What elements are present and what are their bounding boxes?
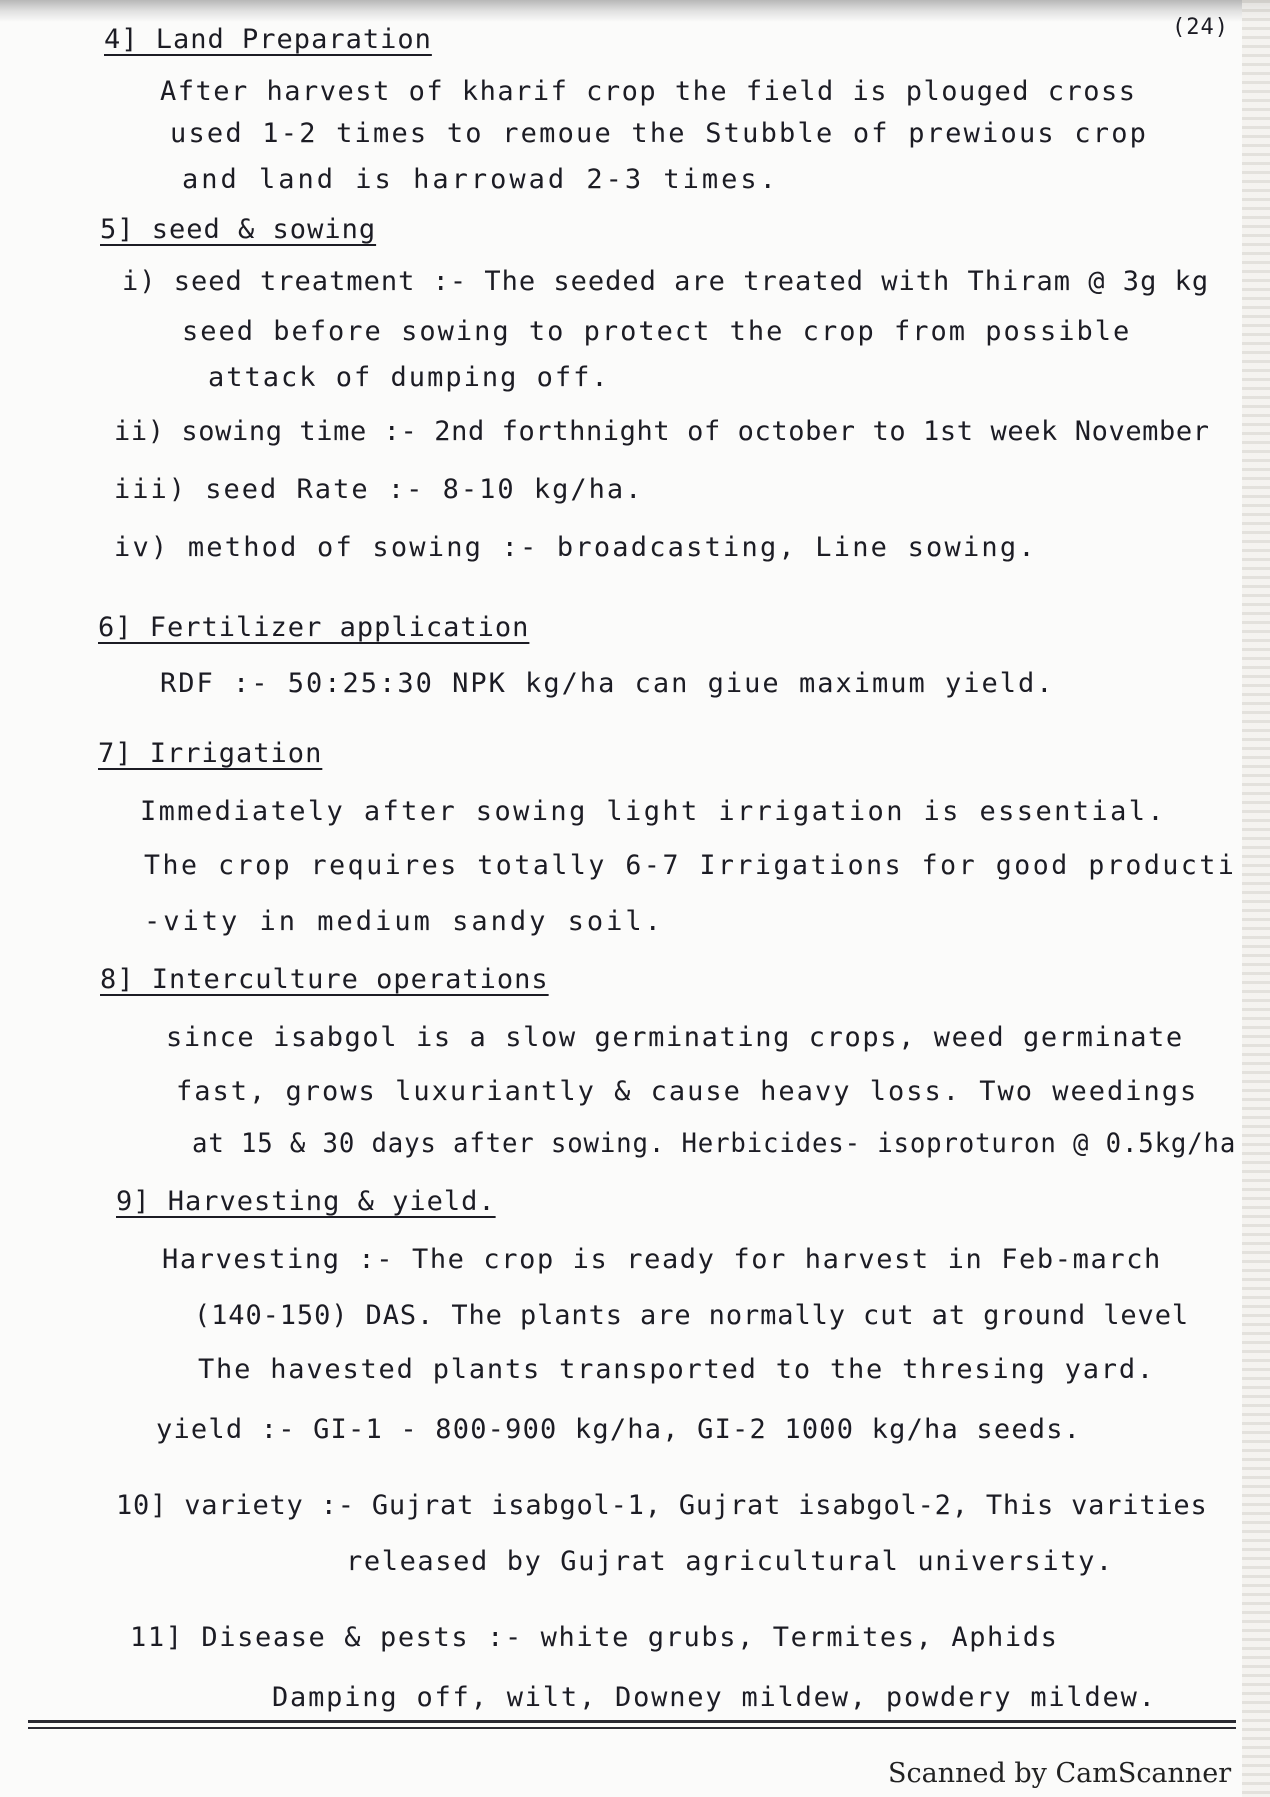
text-line: iii) seed Rate :- 8-10 kg/ha.	[114, 474, 644, 505]
text-line: fast, grows luxuriantly & cause heavy loss. Two weedings	[176, 1076, 1199, 1107]
text-line: Damping off, wilt, Downey mildew, powdery mildew.	[272, 1682, 1157, 1713]
text-line: attack of dumping off.	[208, 362, 610, 393]
text-line: RDF :- 50:25:30 NPK kg/ha can giue maximum yield.	[160, 668, 1055, 699]
heading-harvesting-yield: 9] Harvesting & yield.	[116, 1186, 496, 1217]
text-line-disease-pests: 11] Disease & pests :- white grubs, Termites, Aphids	[130, 1622, 1059, 1653]
text-line: i) seed treatment :- The seeded are treated with Thiram @ 3g kg	[122, 266, 1210, 297]
heading-irrigation: 7] Irrigation	[98, 738, 323, 769]
notebook-binding	[1242, 0, 1270, 1797]
text-line: since isabgol is a slow germinating crops, weed germinate	[166, 1022, 1184, 1053]
heading-land-preparation: 4] Land Preparation	[104, 24, 432, 55]
scanner-watermark: Scanned by CamScanner	[888, 1758, 1232, 1789]
text-line: seed before sowing to protect the crop from possible	[182, 316, 1132, 347]
text-line: (140-150) DAS. The plants are normally cut at ground level	[194, 1300, 1190, 1331]
heading-seed-sowing: 5] seed & sowing	[100, 214, 377, 245]
text-line: The havested plants transported to the thresing yard.	[198, 1354, 1155, 1385]
closing-rule-1	[28, 1720, 1236, 1723]
heading-interculture-operations: 8] Interculture operations	[100, 964, 549, 995]
text-line: and land is harrowad 2-3 times.	[182, 164, 779, 195]
text-line: Harvesting :- The crop is ready for harvest in Feb-march	[162, 1244, 1162, 1275]
text-line: used 1-2 times to remoue the Stubble of prewious crop	[170, 118, 1149, 149]
text-line: released by Gujrat agricultural university.	[346, 1546, 1114, 1577]
text-line: The crop requires totally 6-7 Irrigations for good producti	[144, 850, 1237, 881]
page-edge-shadow	[0, 0, 1270, 22]
page-number: (24)	[1172, 15, 1229, 40]
text-line: After harvest of kharif crop the field is plouged cross	[160, 76, 1137, 107]
text-line: -vity in medium sandy soil.	[144, 906, 664, 937]
text-line: ii) sowing time :- 2nd forthnight of october to 1st week November	[114, 416, 1210, 447]
text-line-variety: 10] variety :- Gujrat isabgol-1, Gujrat isabgol-2, This varities	[116, 1490, 1208, 1521]
text-line: Immediately after sowing light irrigation is essential.	[140, 796, 1167, 827]
heading-fertilizer-application: 6] Fertilizer application	[98, 612, 530, 643]
text-line: iv) method of sowing :- broadcasting, Line sowing.	[114, 532, 1037, 563]
text-line: yield :- GI-1 - 800-900 kg/ha, GI-2 1000 kg/ha seeds.	[156, 1414, 1082, 1445]
text-line: at 15 & 30 days after sowing. Herbicides- isoproturon @ 0.5kg/ha	[192, 1128, 1237, 1159]
closing-rule-2	[28, 1727, 1236, 1729]
